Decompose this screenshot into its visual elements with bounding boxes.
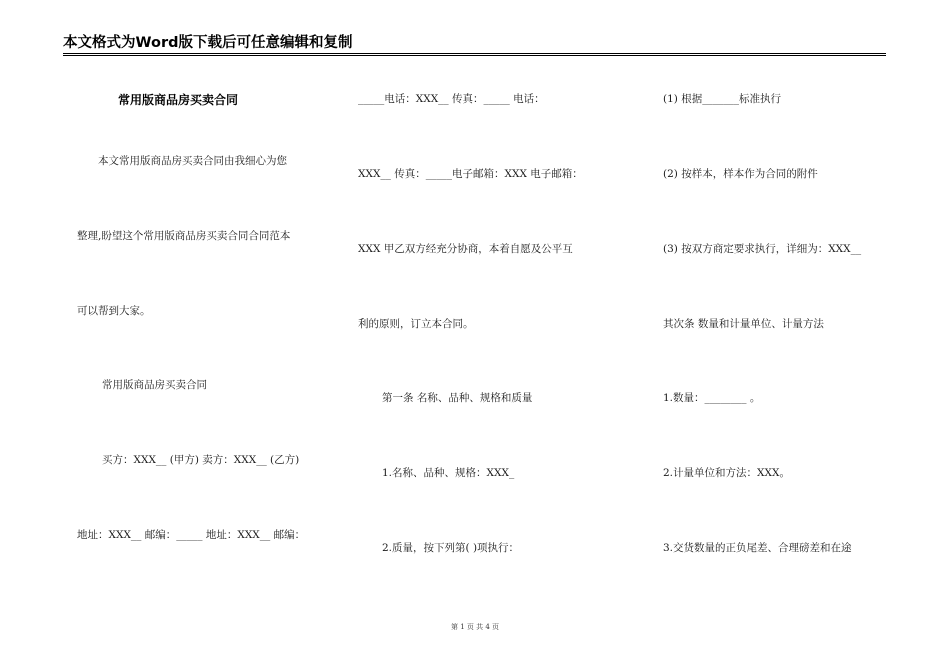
paragraph-line: (2) 按样本，样本作为合同的附件: [663, 168, 818, 180]
paragraph-line: 1.数量：________ 。: [663, 392, 761, 404]
paragraph-line: 3.交货数量的正负尾差、合理磅差和在途: [663, 542, 852, 554]
paragraph-line: 2.质量，按下列第( )项执行：: [382, 542, 520, 554]
paragraph-line: 整理,盼望这个常用版商品房买卖合同合同范本: [77, 230, 291, 242]
paragraph-line: 其次条 数量和计量单位、计量方法: [663, 318, 824, 330]
paragraph-line: 本文常用版商品房买卖合同由我细心为您: [98, 155, 287, 167]
paragraph-line: (1) 根据_______标准执行: [663, 93, 781, 105]
paragraph-line: XXX__ 传真：_____电子邮箱：XXX 电子邮箱：: [358, 168, 583, 180]
header-rule-top: [63, 53, 886, 54]
paragraph-line: 第一条 名称、品种、规格和质量: [382, 392, 533, 404]
contract-title: 常用版商品房买卖合同: [118, 93, 239, 107]
paragraph-line: 买方：XXX__ (甲方) 卖方：XXX__ (乙方): [102, 454, 300, 466]
paragraph-line: 常用版商品房买卖合同: [102, 379, 207, 391]
paragraph-line: 2.计量单位和方法：XXX。: [663, 467, 790, 479]
paragraph-line: 地址：XXX__ 邮编：_____ 地址：XXX__ 邮编：: [77, 529, 306, 541]
paragraph-line: 可以帮到大家。: [77, 305, 151, 317]
paragraph-line: XXX 甲乙双方经充分协商，本着自愿及公平互: [358, 243, 573, 255]
paragraph-line: _____电话：XXX__ 传真：_____ 电话：: [358, 93, 545, 105]
paragraph-line: 1.名称、品种、规格：XXX_: [382, 467, 515, 479]
page-number: 第 1 页 共 4 页: [450, 623, 500, 631]
document-header: 本文格式为Word版下载后可任意编辑和复制: [63, 35, 353, 51]
paragraph-line: 利的原则，订立本合同。: [358, 318, 474, 330]
header-rule-bottom: [63, 55, 886, 56]
paragraph-line: (3) 按双方商定要求执行，详细为：XXX__: [663, 243, 862, 255]
